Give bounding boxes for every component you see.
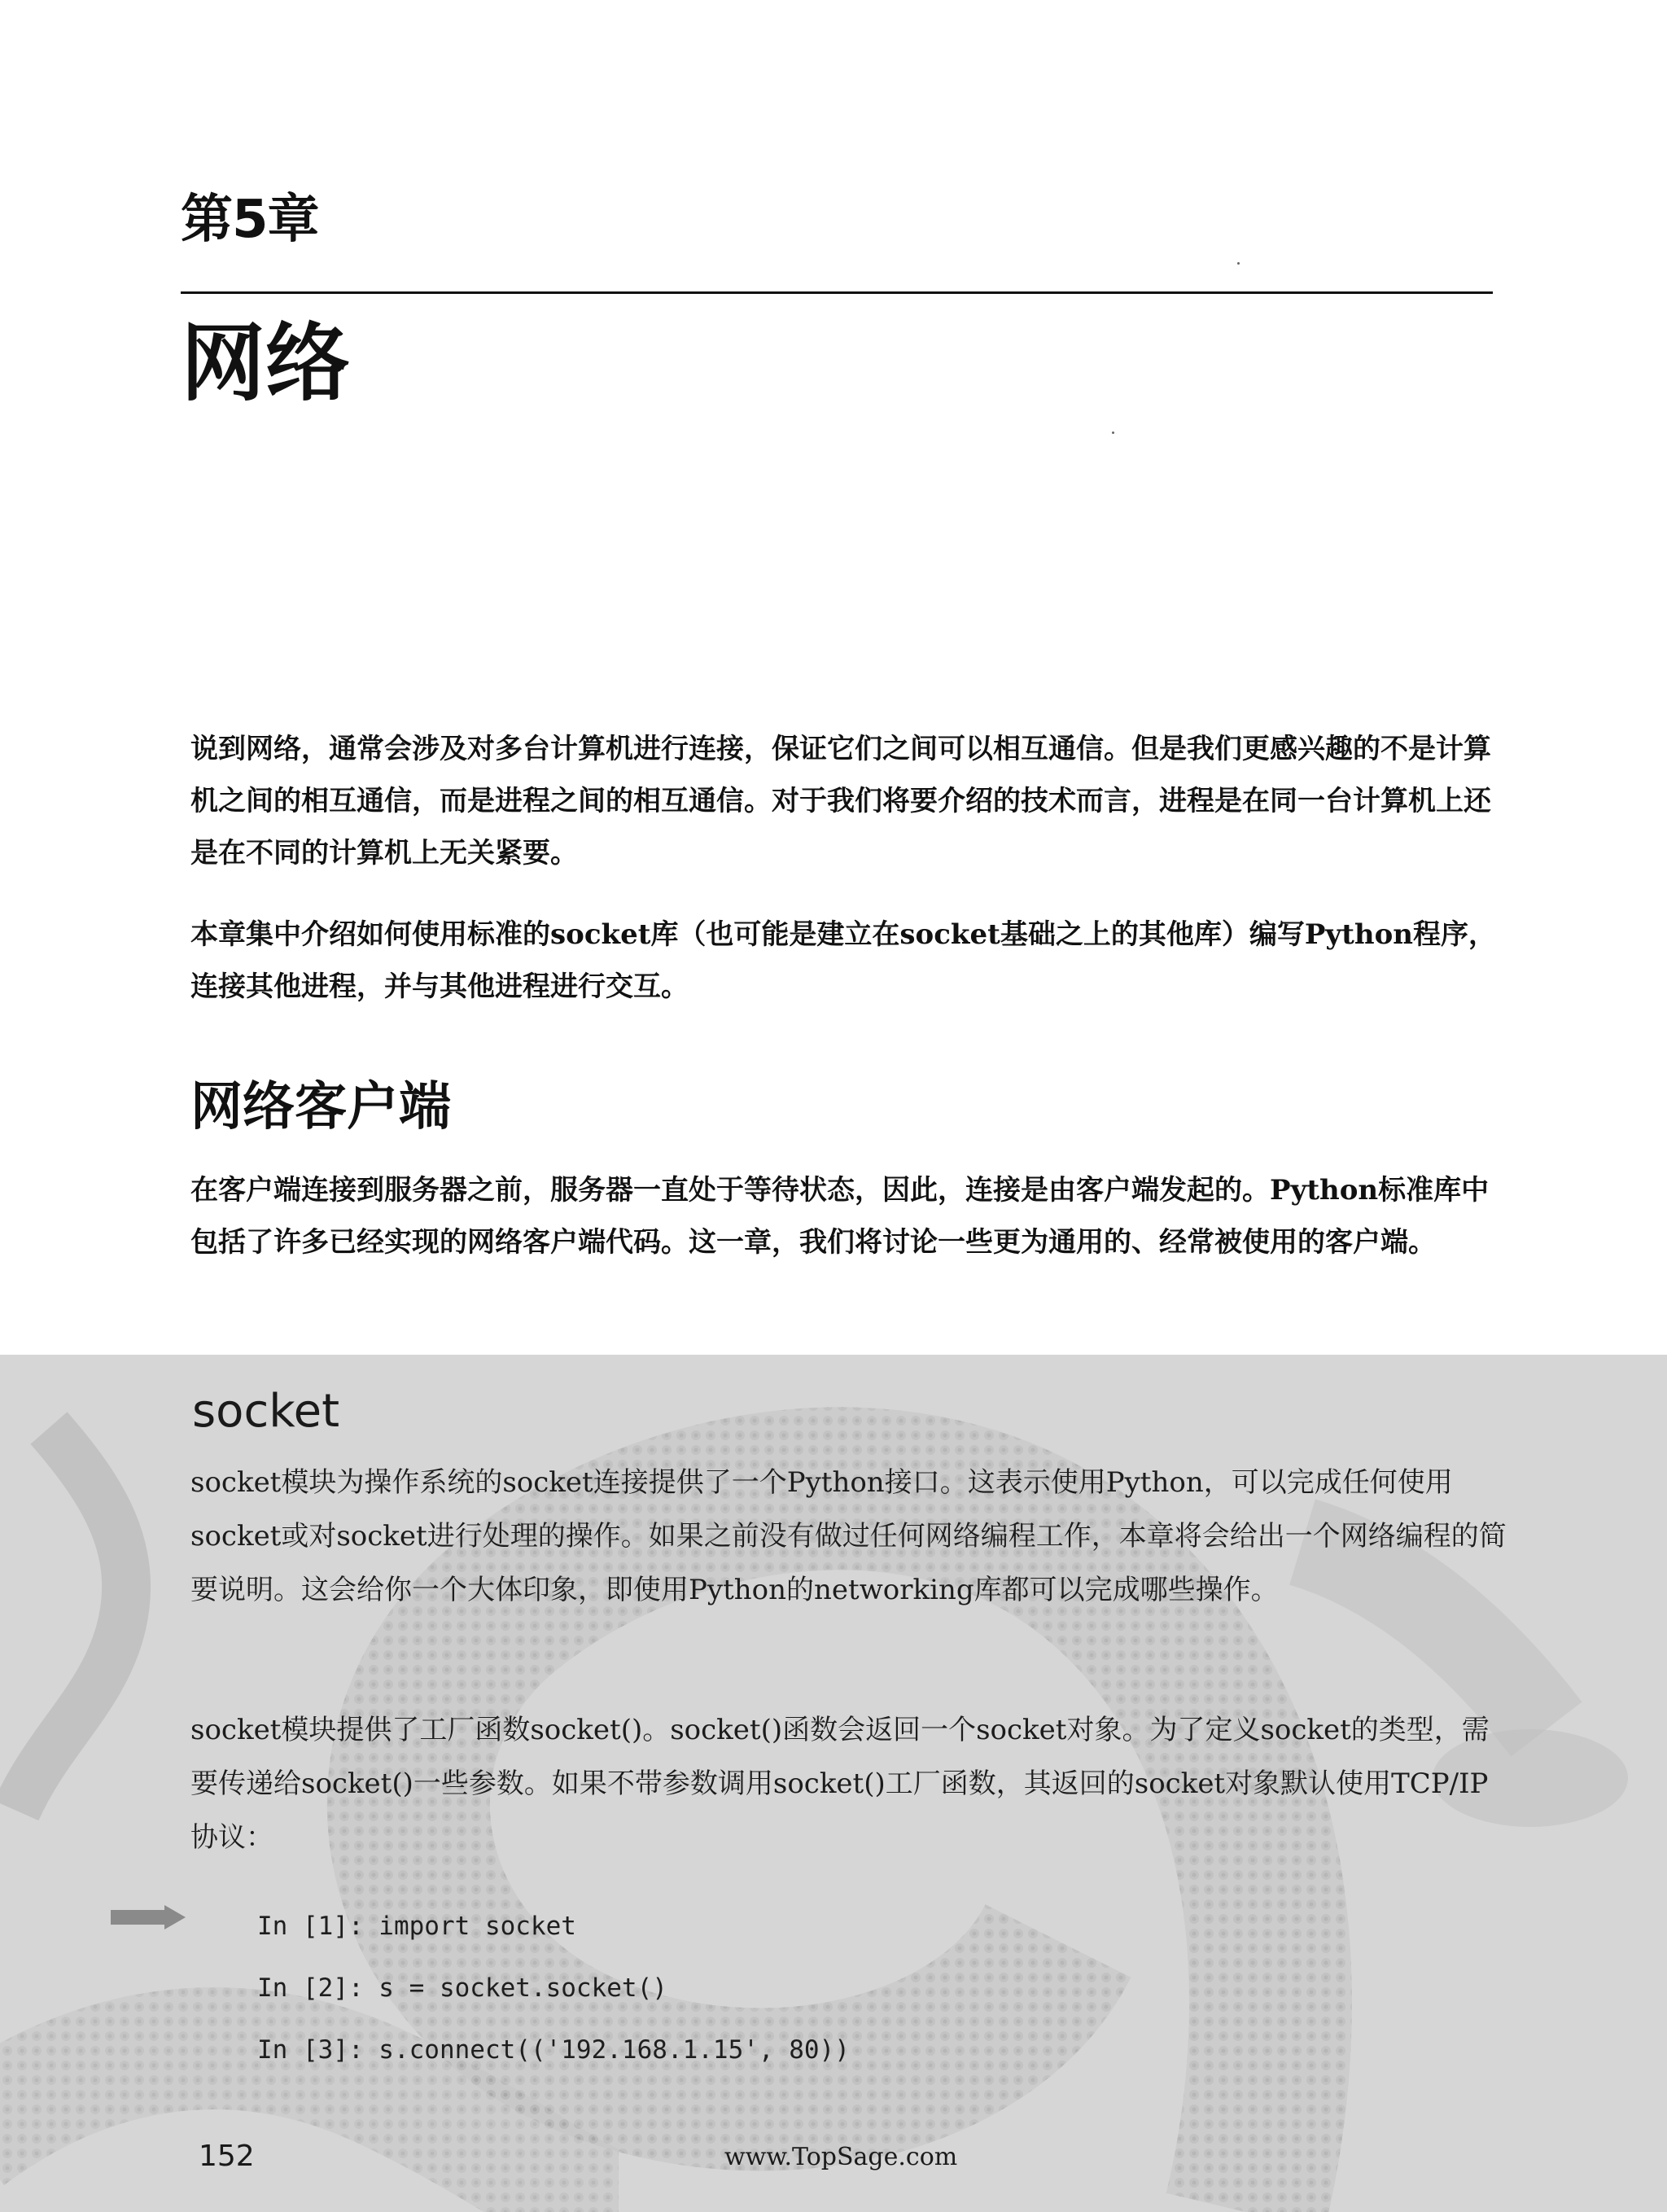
code-line: In [1]: import socket [257, 1912, 576, 1941]
section-title: 网络客户端 [190, 1077, 451, 1137]
scan-speck [1112, 431, 1114, 434]
intro-paragraph-1: 说到网络，通常会涉及对多台计算机进行连接，保证它们之间可以相互通信。但是我们更感兴趣的不是计算机之间的相互通信，而是进程之间的相互通信。对于我们将要介绍的技术而言，进程是在同一台计算机上还是在不同的计算机上无关紧要。 [190, 733, 1491, 869]
page-number: 152 [199, 2140, 255, 2173]
chapter-title: 网络 [181, 313, 351, 413]
socket-paragraph-2: socket模块提供了工厂函数socket()。socket()函数会返回一个socket对象。为了定义socket的类型，需要传递给socket()一些参数。如果不带参数调用socket()工厂函数，其返回的socket对象默认使用TCP/IP协议： [190, 1714, 1490, 1854]
code-block [257, 1895, 850, 2081]
socket-paragraph-1: socket模块为操作系统的socket连接提供了一个Python接口。这表示使用Python，可以完成任何使用socket或对socket进行处理的操作。如果之前没有做过任何网络编程工作，本章将会给出一个网络编程的简要说明。这会给你一个大体印象，即使用Python的networking库都可以完成哪些操作。 [190, 1466, 1507, 1606]
code-line: In [2]: s = socket.socket() [257, 1973, 667, 2003]
arrow-marker-icon [111, 1905, 186, 1929]
intro-paragraph-2: 本章集中介绍如何使用标准的socket库（也可能是建立在socket基础之上的其他库）编写Python程序，连接其他进程，并与其他进程进行交互。 [190, 918, 1496, 1003]
footer-url: www.TopSage.com [724, 2143, 958, 2171]
chapter-label: 第5章 [181, 190, 319, 250]
chapter-rule [181, 291, 1493, 294]
subsection-title: socket [192, 1385, 340, 1438]
section-paragraph: 在客户端连接到服务器之前，服务器一直处于等待状态，因此，连接是由客户端发起的。Python标准库中包括了许多已经实现的网络客户端代码。这一章，我们将讨论一些更为通用的、经常被使用的客户端。 [190, 1174, 1490, 1259]
code-line: In [3]: s.connect(('192.168.1.15', 80)) [257, 2035, 850, 2065]
scan-speck [1237, 262, 1240, 265]
